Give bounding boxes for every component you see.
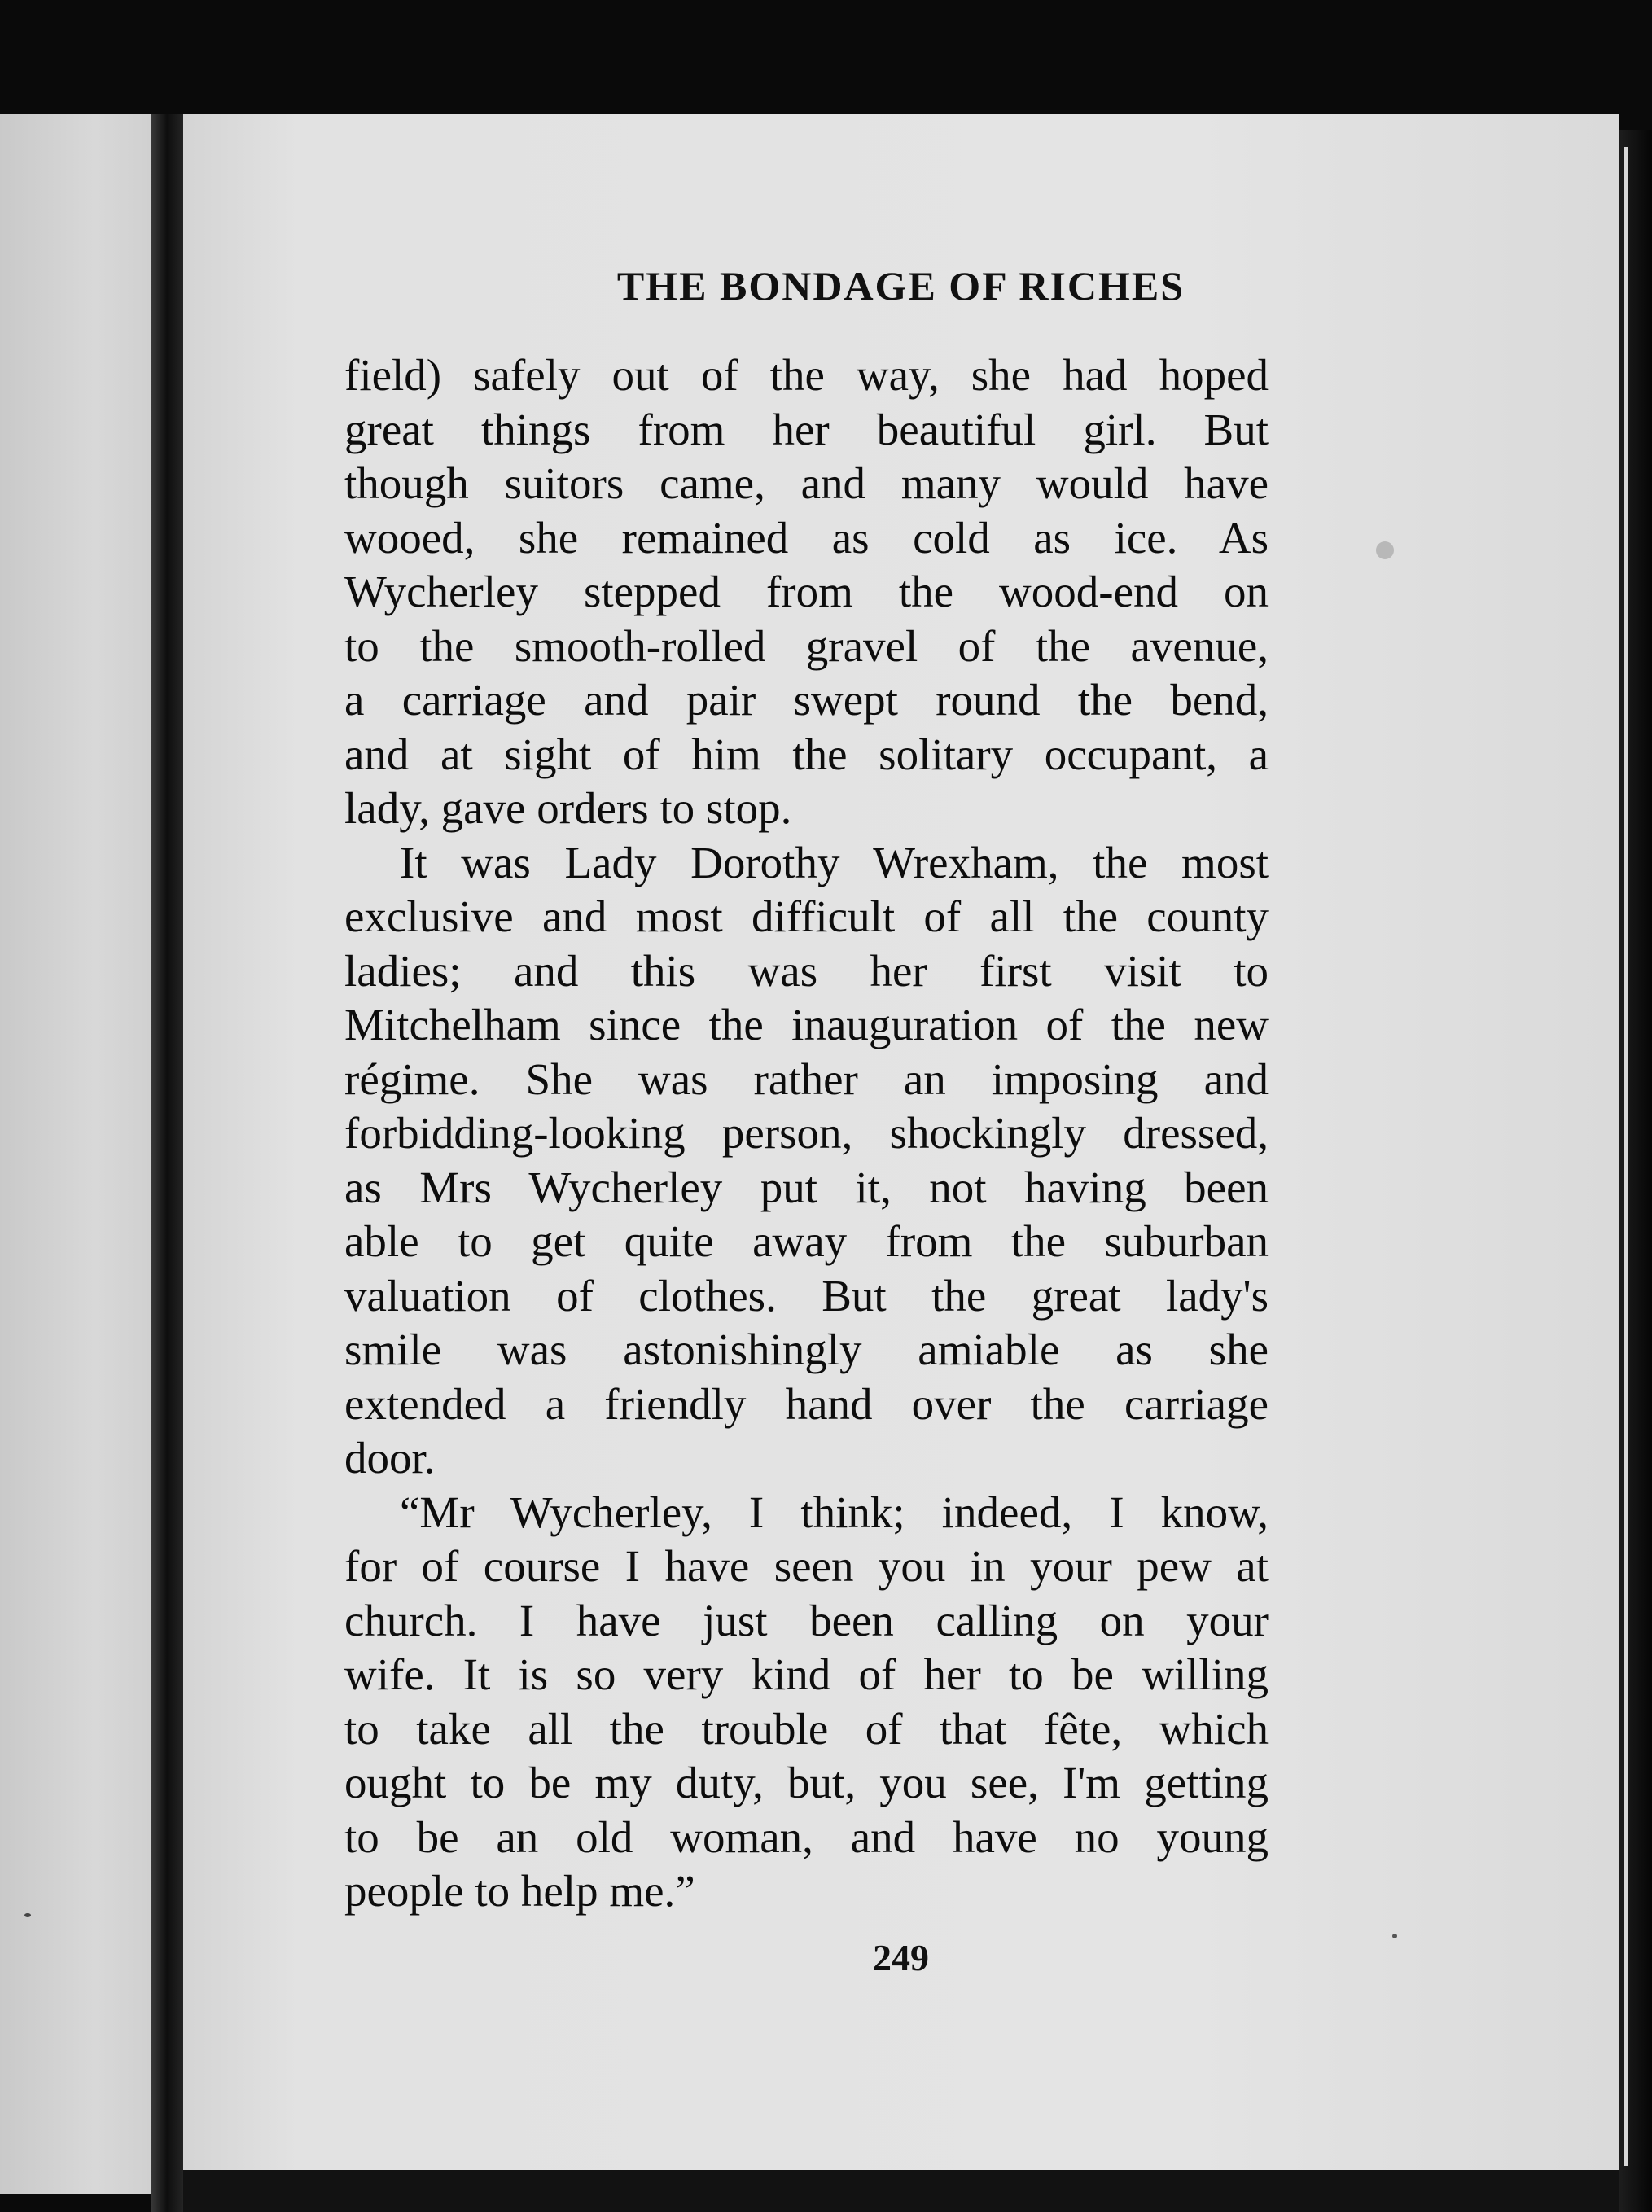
running-head: THE BONDAGE OF RICHES bbox=[616, 263, 1185, 309]
body-text bbox=[344, 348, 1269, 1919]
text-line: Mitchelham since the inauguration of the new bbox=[344, 1000, 1269, 1049]
text-line: Wycherley stepped from the wood-end on bbox=[344, 567, 1269, 616]
paragraph bbox=[344, 836, 1269, 1486]
text-line: field) safely out of the way, she had hoped bbox=[344, 350, 1269, 400]
text-line: exclusive and most difficult of all the county bbox=[344, 891, 1269, 941]
text-line: and at sight of him the solitary occupant, a bbox=[344, 729, 1269, 779]
text-line: forbidding-looking person, shockingly dressed, bbox=[344, 1108, 1269, 1158]
text-line: great things from her beautiful girl. But bbox=[344, 404, 1269, 454]
text-line: extended a friendly hand over the carriage bbox=[344, 1378, 1269, 1429]
text-line: for of course I have seen you in your pew at bbox=[344, 1541, 1269, 1591]
text-line: a carriage and pair swept round the bend, bbox=[344, 675, 1269, 725]
text-line: lady, gave orders to stop. bbox=[344, 783, 792, 833]
text-line: ought to be my duty, but, you see, I'm getting bbox=[344, 1758, 1269, 1807]
book-gutter bbox=[151, 114, 183, 2212]
paragraph bbox=[344, 1486, 1269, 1919]
text-line: as Mrs Wycherley put it, not having been bbox=[344, 1162, 1269, 1212]
text-line: door. bbox=[344, 1433, 436, 1483]
paragraph bbox=[344, 348, 1269, 836]
text-line: though suitors came, and many would have bbox=[344, 458, 1269, 508]
paper-speck bbox=[24, 1913, 31, 1917]
text-line: ladies; and this was her first visit to bbox=[344, 945, 1269, 996]
text-line: church. I have just been calling on your bbox=[344, 1595, 1269, 1645]
text-line: smile was astonishingly amiable as she bbox=[344, 1325, 1269, 1374]
text-line: valuation of clothes. But the great lady's bbox=[344, 1270, 1269, 1321]
text-line: “Mr Wycherley, I think; indeed, I know, bbox=[400, 1487, 1269, 1537]
page-right-edge bbox=[1619, 130, 1652, 2212]
text-line: to take all the trouble of that fête, which bbox=[344, 1703, 1269, 1754]
page-number: 249 bbox=[873, 1937, 929, 1978]
text-line: able to get quite away from the suburban bbox=[344, 1216, 1269, 1266]
text-line: wife. It is so very kind of her to be willing bbox=[344, 1649, 1269, 1699]
text-line: wooed, she remained as cold as ice. As bbox=[344, 512, 1269, 563]
paper-speck bbox=[1376, 541, 1394, 559]
text-line: to be an old woman, and have no young bbox=[344, 1811, 1269, 1862]
page-bottom-shadow bbox=[183, 2170, 1619, 2212]
text-line: It was Lady Dorothy Wrexham, the most bbox=[400, 837, 1269, 887]
text-line: people to help me.” bbox=[344, 1866, 695, 1916]
text-line: to the smooth-rolled gravel of the avenue, bbox=[344, 620, 1269, 671]
facing-page-edge bbox=[0, 114, 159, 2194]
text-line: régime. She was rather an imposing and bbox=[344, 1053, 1269, 1104]
